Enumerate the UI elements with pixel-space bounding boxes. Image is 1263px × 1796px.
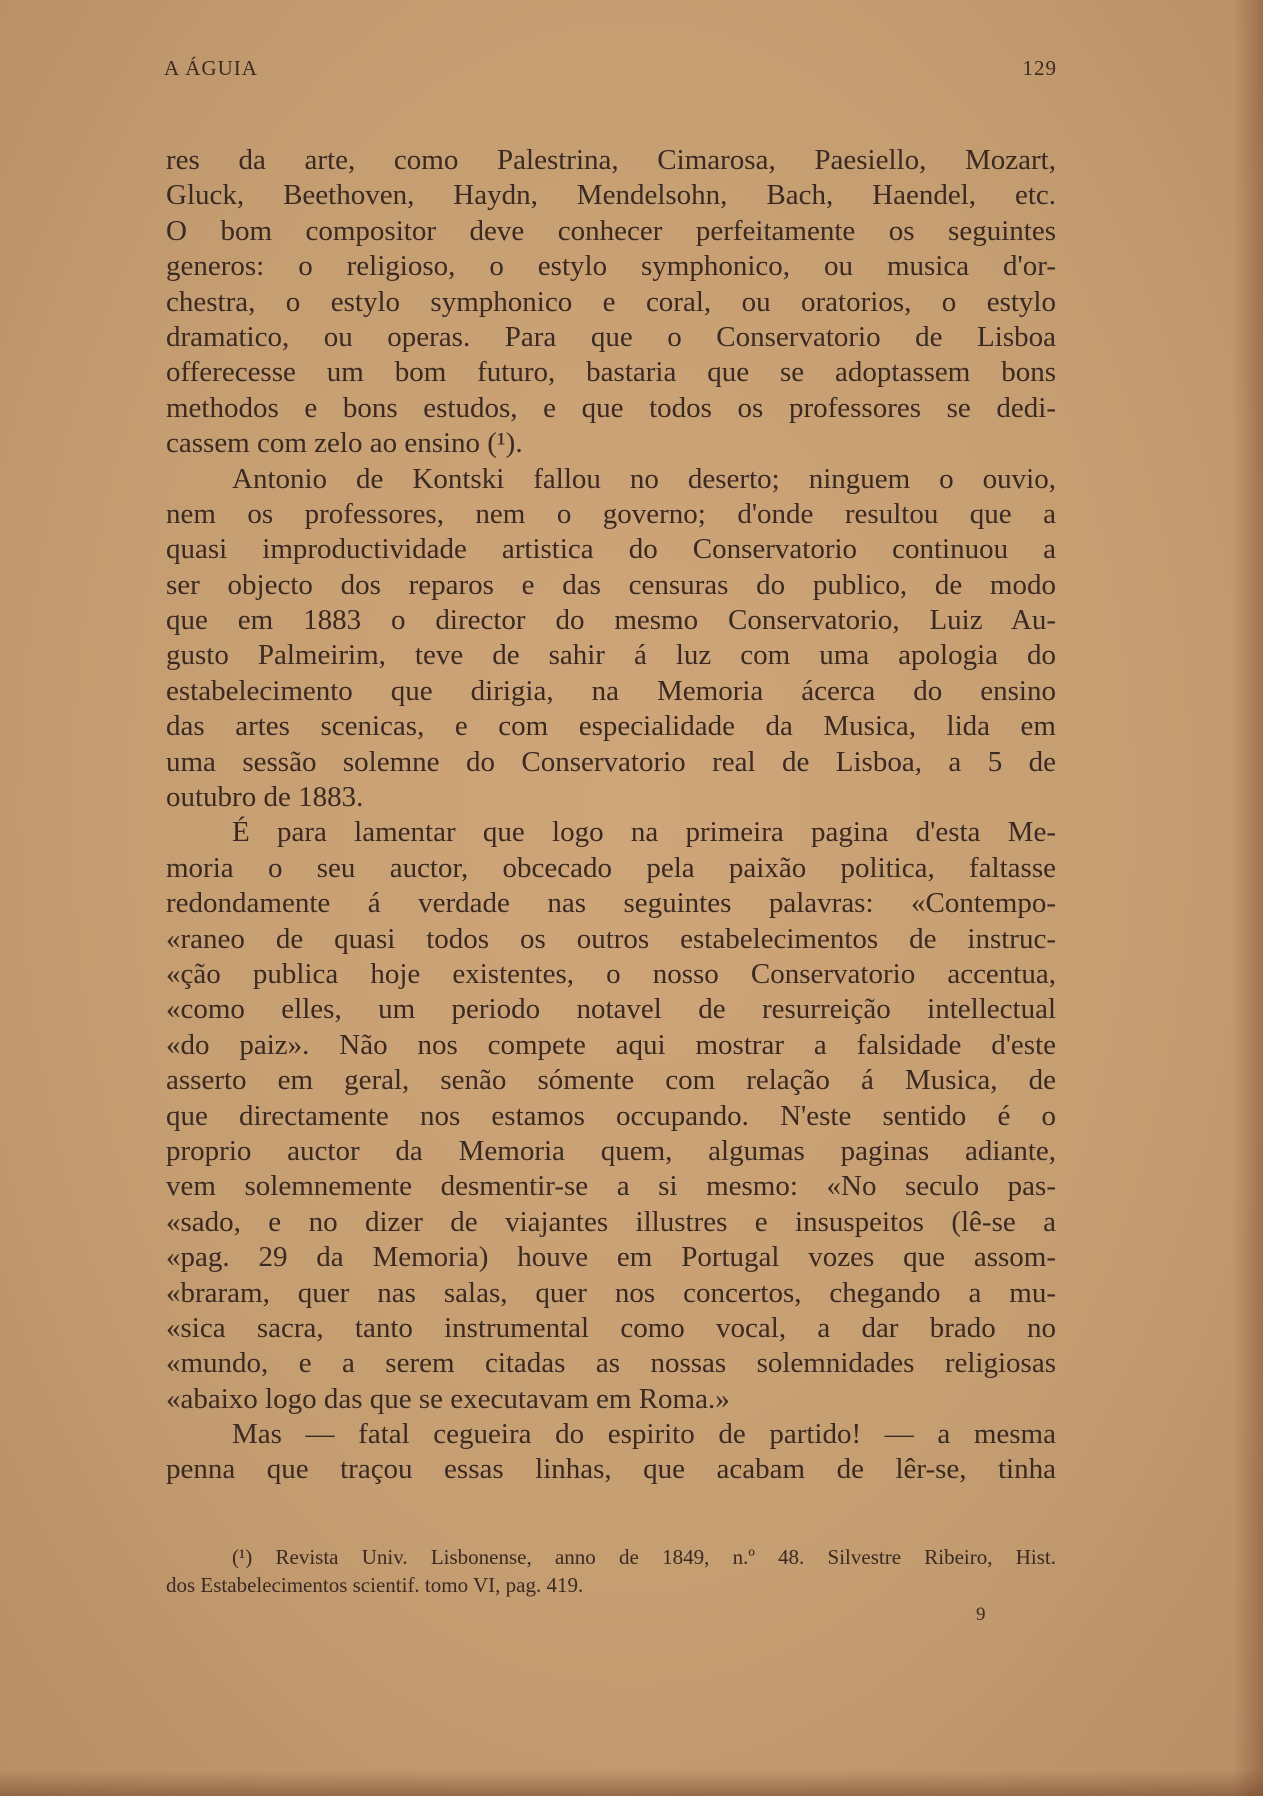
page-edge-shadow-bottom: [0, 1770, 1263, 1796]
paragraph-start-line: Antonio de Kontski fallou no deserto; ninguem o ouvio,: [232, 462, 1056, 495]
text-line: ser objecto dos reparos e das censuras do publico, de modo: [166, 568, 1056, 601]
text-line: quasi improductividade artistica do Conservatorio continuou a: [166, 533, 1056, 566]
text-line: Gluck, Beethoven, Haydn, Mendelsohn, Bach, Haendel, etc.: [166, 179, 1056, 212]
footnote-line: dos Estabelecimentos scientif. tomo VI, pag. 419.: [166, 1573, 584, 1597]
text-line: offerecesse um bom futuro, bastaria que se adoptassem bons: [166, 356, 1056, 389]
text-line: das artes scenicas, e com especialidade da Musica, lida em: [166, 710, 1056, 743]
text-line: estabelecimento que dirigia, na Memoria ácerca do ensino: [166, 674, 1056, 707]
text-line: cassem com zelo ao ensino (¹).: [166, 427, 523, 460]
text-line: que em 1883 o director do mesmo Conservatorio, Luiz Au-: [166, 604, 1056, 637]
text-line: res da arte, como Palestrina, Cimarosa, Paesiello, Mozart,: [166, 144, 1056, 176]
page-number: 129: [1022, 56, 1057, 80]
text-line: «sica sacra, tanto instrumental como vocal, a dar brado no: [166, 1311, 1056, 1344]
text-line: gusto Palmeirim, teve de sahir á luz com uma apologia do: [166, 639, 1056, 672]
text-line: outubro de 1883.: [166, 781, 364, 814]
text-line: methodos e bons estudos, e que todos os professores se dedi-: [166, 391, 1056, 424]
paragraph-start-line: Mas — fatal cegueira do espirito de partido! — a mesma: [232, 1418, 1056, 1451]
text-line: «sado, e no dizer de viajantes illustres e insuspeitos (lê-se a: [166, 1205, 1056, 1238]
body-text: [166, 143, 1056, 1488]
text-line: generos: o religioso, o estylo symphonico, ou musica d'or-: [166, 250, 1056, 283]
text-line: uma sessão solemne do Conservatorio real de Lisboa, a 5 de: [166, 745, 1056, 778]
text-line: asserto em geral, senão sómente com relação á Musica, de: [166, 1064, 1056, 1097]
text-line: proprio auctor da Memoria quem, algumas paginas adiante,: [166, 1134, 1056, 1167]
paragraph-start-line: É para lamentar que logo na primeira pagina d'esta Me-: [232, 816, 1056, 849]
text-line: chestra, o estylo symphonico e coral, ou oratorios, o estylo: [166, 285, 1056, 318]
text-line: «abaixo logo das que se executavam em Roma.»: [166, 1382, 730, 1415]
page-edge-shadow-right: [1233, 0, 1263, 1796]
text-line: O bom compositor deve conhecer perfeitamente os seguintes: [166, 214, 1056, 247]
text-line: penna que traçou essas linhas, que acabam de lêr-se, tinha: [166, 1453, 1056, 1486]
text-line: moria o seu auctor, obcecado pela paixão politica, faltasse: [166, 851, 1056, 884]
text-line: «raneo de quasi todos os outros estabelecimentos de instruc-: [166, 922, 1056, 955]
text-line: vem solemnemente desmentir-se a si mesmo: «No seculo pas-: [166, 1170, 1056, 1203]
text-line: «do paiz». Não nos compete aqui mostrar a falsidade d'este: [166, 1028, 1056, 1061]
text-line: «mundo, e a serem citadas as nossas solemnidades religiosas: [166, 1347, 1056, 1380]
text-line: «ção publica hoje existentes, o nosso Conservatorio accentua,: [166, 957, 1056, 990]
text-line: «braram, quer nas salas, quer nos concertos, chegando a mu-: [166, 1276, 1056, 1309]
footnote: [166, 1543, 1056, 1599]
text-line: redondamente á verdade nas seguintes palavras: «Contempo-: [166, 887, 1056, 920]
signature-mark: 9: [976, 1604, 986, 1625]
text-line: «como elles, um periodo notavel de resurreição intellectual: [166, 993, 1056, 1026]
text-line: nem os professores, nem o governo; d'onde resultou que a: [166, 497, 1056, 530]
text-line: que directamente nos estamos occupando. N'este sentido é o: [166, 1099, 1056, 1132]
running-header: [164, 56, 1057, 86]
text-line: «pag. 29 da Memoria) houve em Portugal vozes que assom-: [166, 1241, 1056, 1274]
text-line: dramatico, ou operas. Para que o Conservatorio de Lisboa: [166, 320, 1056, 353]
footnote-line: (¹) Revista Univ. Lisbonense, anno de 1849, n.º 48. Silvestre Ribeiro, Hist.: [232, 1545, 1056, 1569]
journal-title: A ÁGUIA: [164, 56, 258, 80]
